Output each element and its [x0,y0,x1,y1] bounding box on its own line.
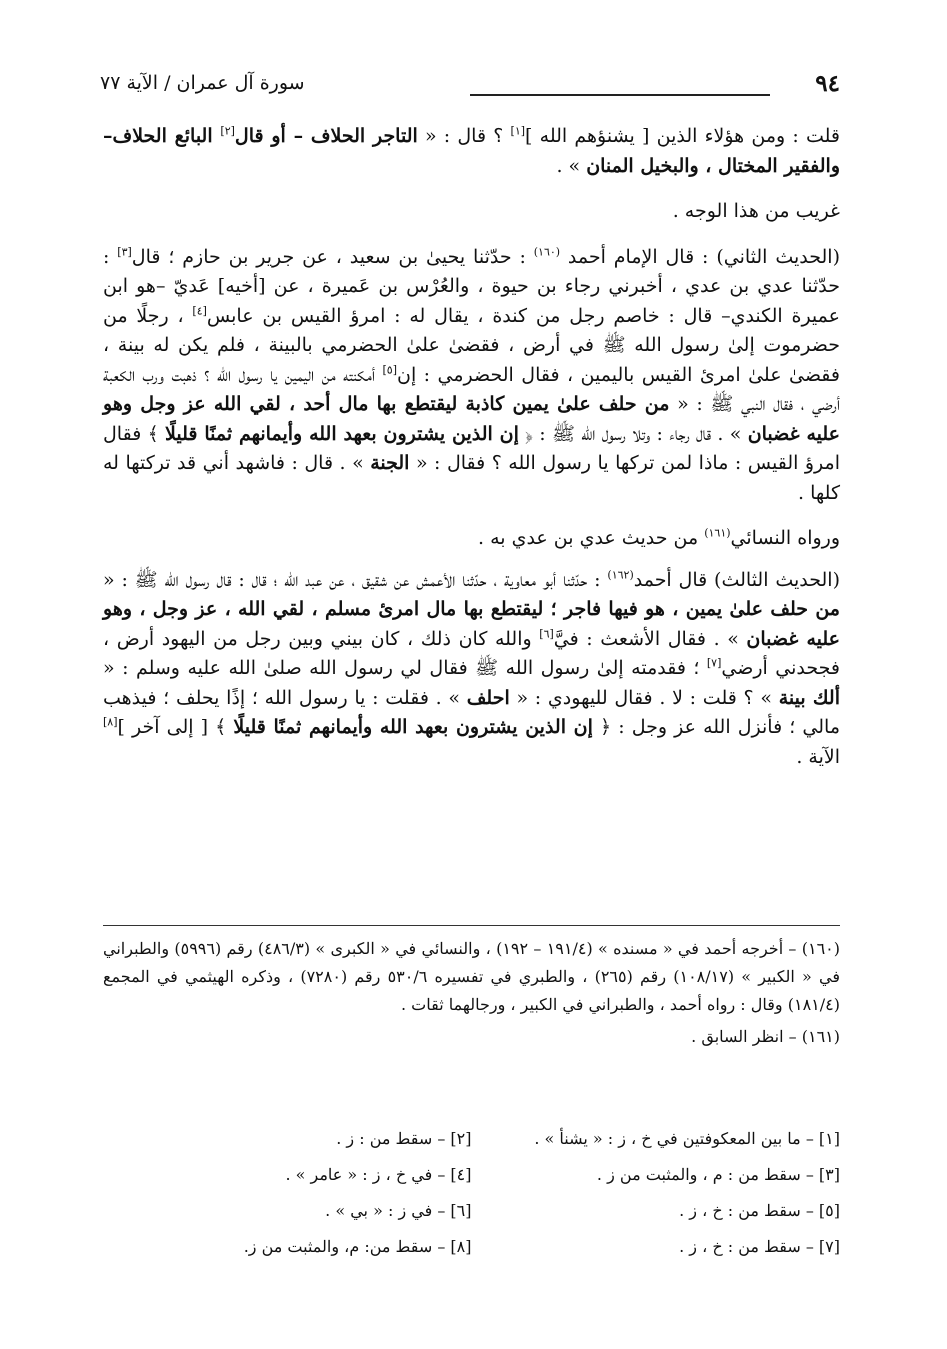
footnote-161: (١٦١) – انظر السابق . [691,1027,840,1046]
text-run: » . فقلت : يا رسول الله ؛ إذًا يحلف ؛ فيذهب مالي ؛ فأنزل الله عز وجل : ﴿ [103,686,840,738]
variant-row [103,1156,840,1192]
text-run: » ؟ قلت : لا . فقال لليهودي : « [509,686,779,709]
variant-row [103,1192,840,1228]
variant-marker: [٤] [192,304,207,318]
paragraph-1 [103,122,840,181]
hadith-text: التاجر الحلاف – أو قال [234,125,418,147]
footnote-marker: (١٦٢) [607,568,634,582]
footnote-160: (١٦٠) – أخرجه أحمد في « مسنده » (١٩١/٤ – ١٩٢) ، والنسائي في « الكبرى » (٤٨٦/٣) رقم (٥٩٩٦) والطبراني في « الكبير » (١٠٨/١٧) رقم (٢٦٥) ، والطبري في تفسيره ٥٣٠/٦ رقم (٧٢٨٠) ، وذكره الهيثمي في المجمع (١٨١/٤) وقال : رواه أحمد ، والطبراني في الكبير ، ورجالهما ثقات . [103,939,841,1014]
text-run: : حدّثنا عدي بن عدي ، أخبرني رجاء بن حيوة ، والعُرْس بن عَميرة ، عن [أخيه] عَديّ –هو ابن عميرة الكندي– قال : خاصم رجل من كندة ، يقال له : امرؤ القيس بن عابس [103,245,840,327]
hadith-text: الجنة [370,452,410,474]
footnote-separator [103,925,840,926]
text-run: » . قال رجاء : وتلا رسول الله ﷺ : ﴿ [518,422,748,445]
footnote-marker: (١٦٠) [533,245,561,259]
text-run: (الحديث الثاني) : قال الإمام أحمد [560,245,840,268]
text-run: » . [556,154,587,177]
paragraph-4 [103,524,840,554]
footnote-marker: (١٦١) [704,526,731,540]
text-run: من حديث عدي بن عدي به . [477,527,705,549]
text-run: » . فقال الأشعث : فيَّ [553,627,747,650]
variant-marker: [١] [510,124,526,138]
hadith-text: من حلف علىٰ يمين كاذبة ليقتطع بها مال أحد ، لقي الله عز وجل وهو عليه غضبان [103,393,840,445]
quran-text: إن الذين يشترون بعهد الله وأيمانهم ثمنًا قليلًا [233,716,593,738]
variant-note: [٧] – سقط من : خ ، ز . [679,1236,840,1256]
text-run: ؛ فقدمته إلىٰ رسول الله ﷺ فقال لي رسول الله صلىٰ الله عليه وسلم : « [103,657,707,679]
running-header [100,70,840,104]
variant-marker: [٨] [103,715,118,729]
paragraph-5 [103,566,840,773]
variant-note: [٥] – سقط من : خ ، ز . [679,1200,840,1220]
variant-marker: [٢] [220,124,235,138]
hadith-text: ألك بينة [778,686,841,709]
variant-row [103,1228,840,1264]
page-number: ٩٤ [815,70,840,97]
text-run: الآية . [796,745,840,768]
paragraph-2: غريب من هذا الوجه . [672,200,840,222]
variant-marker: [٧] [706,656,722,670]
text-run: والله كان ذلك ، كان بيني وبين رجل من اليهود أرض ، فجحدني أرضي [103,627,840,679]
variant-notes [103,1120,840,1264]
variant-note: [٣] – سقط من : م ، والمثبت من ز . [596,1164,840,1184]
text-run: ، رجلًا من حضرموت إلىٰ رسول الله ﷺ في أرض ، فقضىٰ علىٰ الحضرمي بالبينة ، فلم يكن له بينة ، فقضىٰ علىٰ امرئ القيس باليمين ، فقال الحضرمي : إن [103,304,840,386]
variant-note: [٢] – سقط من : ز . [336,1128,472,1148]
variant-note: [١] – ما بين المعكوفتين في خ ، ز : « يشنأ » . [534,1128,840,1148]
text-run: : حدّثنا يحيىٰ بن سعيد ، عن جرير بن حازم ؛ قال [131,245,534,268]
variant-marker: [٥] [382,363,398,377]
main-text [103,122,840,788]
hadith-text: البائع الحلاف– والفقير المختال ، والبخيل المنان [103,125,840,177]
text-run: ﴾ [ إلى آخر ] [117,716,234,738]
text-run: ورواه النسائي [730,527,840,549]
variant-note: [٦] – في ز : « بي » . [325,1200,472,1220]
quran-text: إن الذين يشترون بعهد الله وأيمانهم ثمنًا قليلًا [165,422,519,445]
text-run: قلت : ومن هؤلاء الذين [ يشنؤهم الله ] [525,125,841,147]
hadith-text: من حلف علىٰ يمين ، هو فيها فاجر ؛ ليقتطع بها مال امرئ مسلم ، لقي الله ، عز وجل ، وهو عليه غضبان [103,598,840,650]
hadith-text: احلف [466,686,510,709]
paragraph-3 [103,243,840,509]
variant-note: [٤] – في خ ، ز : « عامر » . [285,1164,472,1184]
variant-row [103,1120,840,1156]
text-run: (الحديث الثالث) قال أحمد [633,568,840,591]
header-rule [470,94,770,96]
variant-marker: [٣] [117,245,132,259]
variant-marker: [٦] [539,627,554,641]
footnotes [103,935,840,1051]
text-run: أمكنته من اليمين يا رسول الله ؟ ذهبت ورب الكعبة أرضي ، فقال النبي ﷺ : « [103,363,840,415]
text-run: ﴾ فقال امرؤ القيس : ماذا لمن تركها يا رسول الله ؟ فقال : « [103,422,840,474]
variant-note: [٨] – سقط من: م، والمثبت من ز. [243,1236,472,1256]
text-run: » . قال : فاشهد أني قد تركتها له كلها . [103,452,840,504]
running-title: سورة آل عمران / الآية ٧٧ [100,72,305,94]
text-run: ؟ قال : « [417,125,511,147]
text-run: : حدّثنا أبو معاوية ، حدّثنا الأعمش عن شقيق ، عن عبد الله ؛ قال : قال رسول الله ﷺ : « [103,568,608,591]
